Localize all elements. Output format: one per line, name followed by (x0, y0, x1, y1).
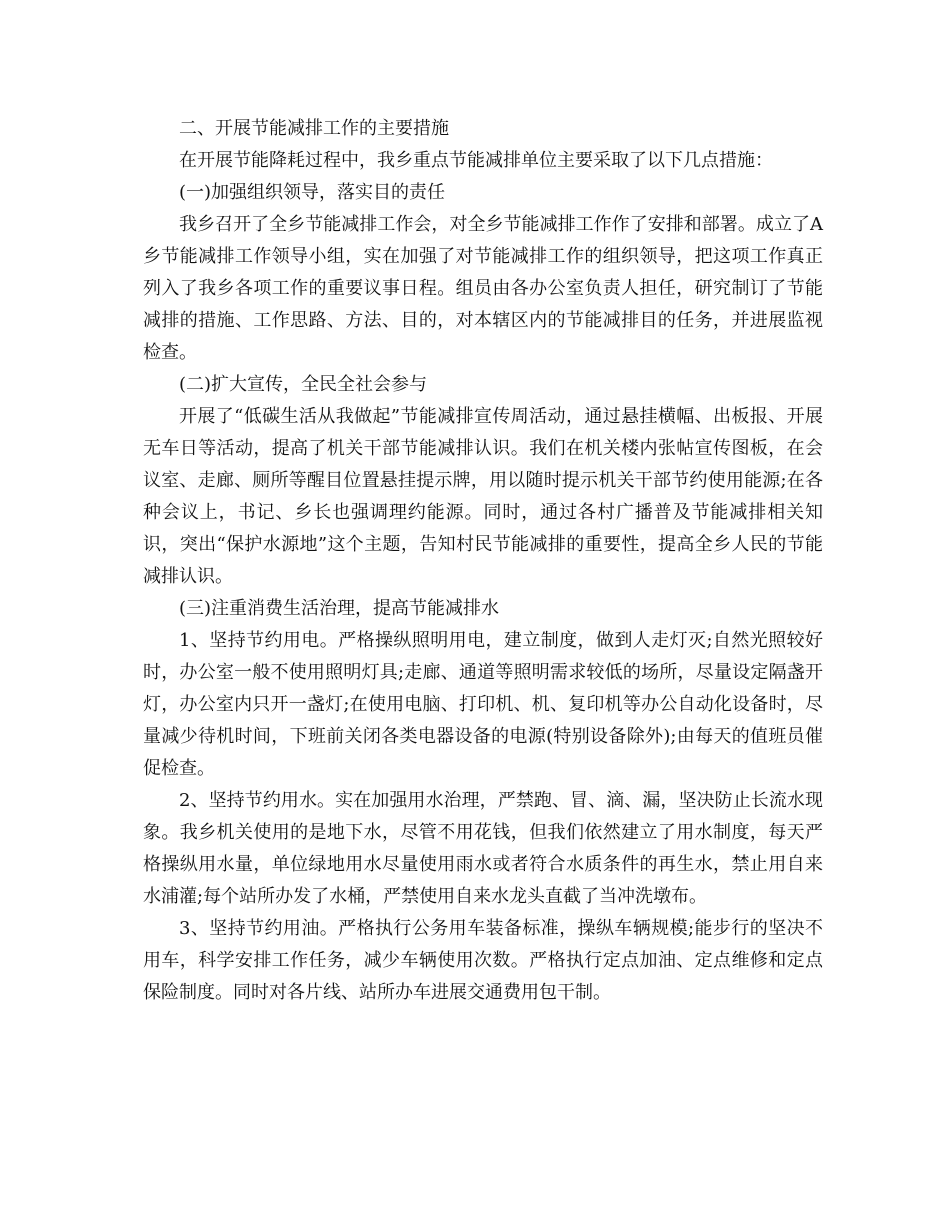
subsection-1-title: (一)加强组织领导，落实目的责任 (179, 182, 446, 203)
subsection-3-title: (三)注重消费生活治理，提高节能减排水 (179, 598, 500, 619)
subsection-2-title: (二)扩大宣传，全民全社会参与 (179, 374, 428, 395)
subsection-2-body: 开展了“低碳生活从我做起”节能减排宣传周活动，通过悬挂横幅、出板报、开展无车日等活动，提高了机关干部节能减排认识。我们在机关楼内张帖宣传图板，在会议室、走廊、厕所等醒目位置悬挂提示牌，用以随时提示机关干部节约使用能源;在各种会议上，书记、乡长也强调理约能源。同时，通过各村广播普及节能减排相关知识，突出“保护水源地”这个主题，告知村民节能减排的重要性，提高全乡人民的节能减排认识。 (143, 406, 823, 587)
document-body (143, 113, 823, 1009)
measure-item-3: 3、坚持节约用油。严格执行公务用车装备标准，操纵车辆规模;能步行的坚决不用车，科学安排工作任务，减少车辆使用次数。严格执行定点加油、定点维修和定点保险制度。同时对各片线、站所办车进展交通费用包干制。 (143, 918, 823, 1003)
measure-item-1: 1、坚持节约用电。严格操纵照明用电，建立制度，做到人走灯灭;自然光照较好时，办公室一般不使用照明灯具;走廊、通道等照明需求较低的场所，尽量设定隔盏开灯，办公室内只开一盏灯;在使用电脑、打印机、机、复印机等办公自动化设备时，尽量减少待机时间，下班前关闭各类电器设备的电源(特别设备除外);由每天的值班员催促检查。 (143, 630, 823, 779)
section-title: 二、开展节能减排工作的主要措施 (179, 118, 449, 139)
measure-item-2: 2、坚持节约用水。实在加强用水治理，严禁跑、冒、滴、漏，坚决防止长流水现象。我乡机关使用的是地下水，尽管不用花钱，但我们依然建立了用水制度，每天严格操纵用水量，单位绿地用水尽量使用雨水或者符合水质条件的再生水，禁止用自来水浦灌;每个站所办发了水桶，严禁使用自来水龙头直截了当冲洗墩布。 (143, 790, 823, 907)
subsection-1-body: 我乡召开了全乡节能减排工作会，对全乡节能减排工作作了安排和部署。成立了A乡节能减排工作领导小组，实在加强了对节能减排工作的组织领导，把这项工作真正列入了我乡各项工作的重要议事日程。组员由各办公室负责人担任，研究制订了节能减排的措施、工作思路、方法、目的，对本辖区内的节能减排目的任务，并进展监视检查。 (143, 214, 823, 363)
intro-paragraph: 在开展节能降耗过程中，我乡重点节能减排单位主要采取了以下几点措施： (179, 150, 773, 171)
